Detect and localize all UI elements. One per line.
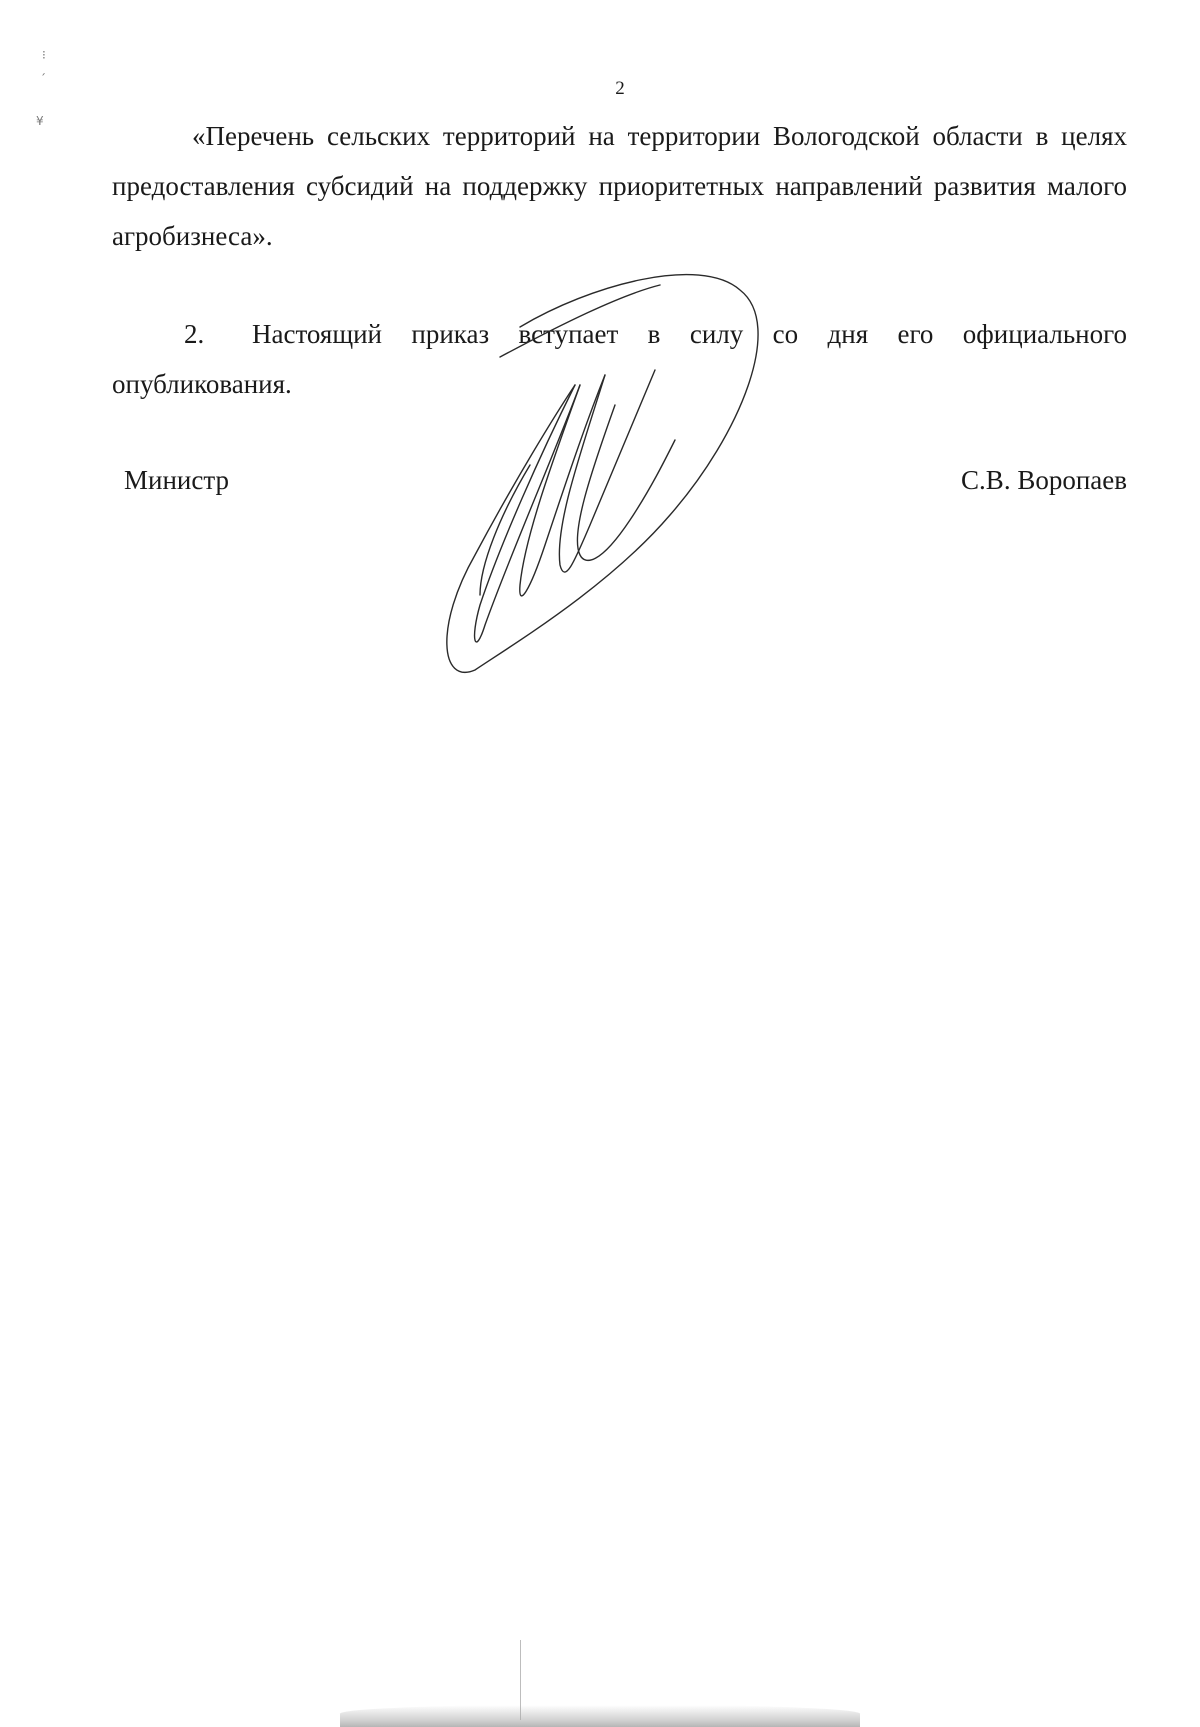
paragraph-number: 2.: [184, 319, 205, 349]
scan-artifact: ⁝: [42, 48, 46, 62]
scan-artifact: ´: [40, 72, 46, 86]
scan-artifact: ¥: [36, 114, 44, 128]
paragraph-list-title: «Перечень сельских территорий на территории Вологодской области в целях предоставления субсидий на поддержку приоритетных направлений развития малого агробизнеса».: [112, 121, 1127, 251]
paragraph-text: Настоящий приказ вступает в силу со дня его официального опубликования.: [112, 319, 1127, 399]
signatory-name: С.В. Воропаев: [961, 465, 1127, 495]
scan-bottom-smudge: [340, 1705, 860, 1727]
handwritten-signature-icon: [440, 265, 860, 685]
signatory-title: Министр: [124, 465, 229, 495]
page-number: 2: [615, 78, 625, 99]
